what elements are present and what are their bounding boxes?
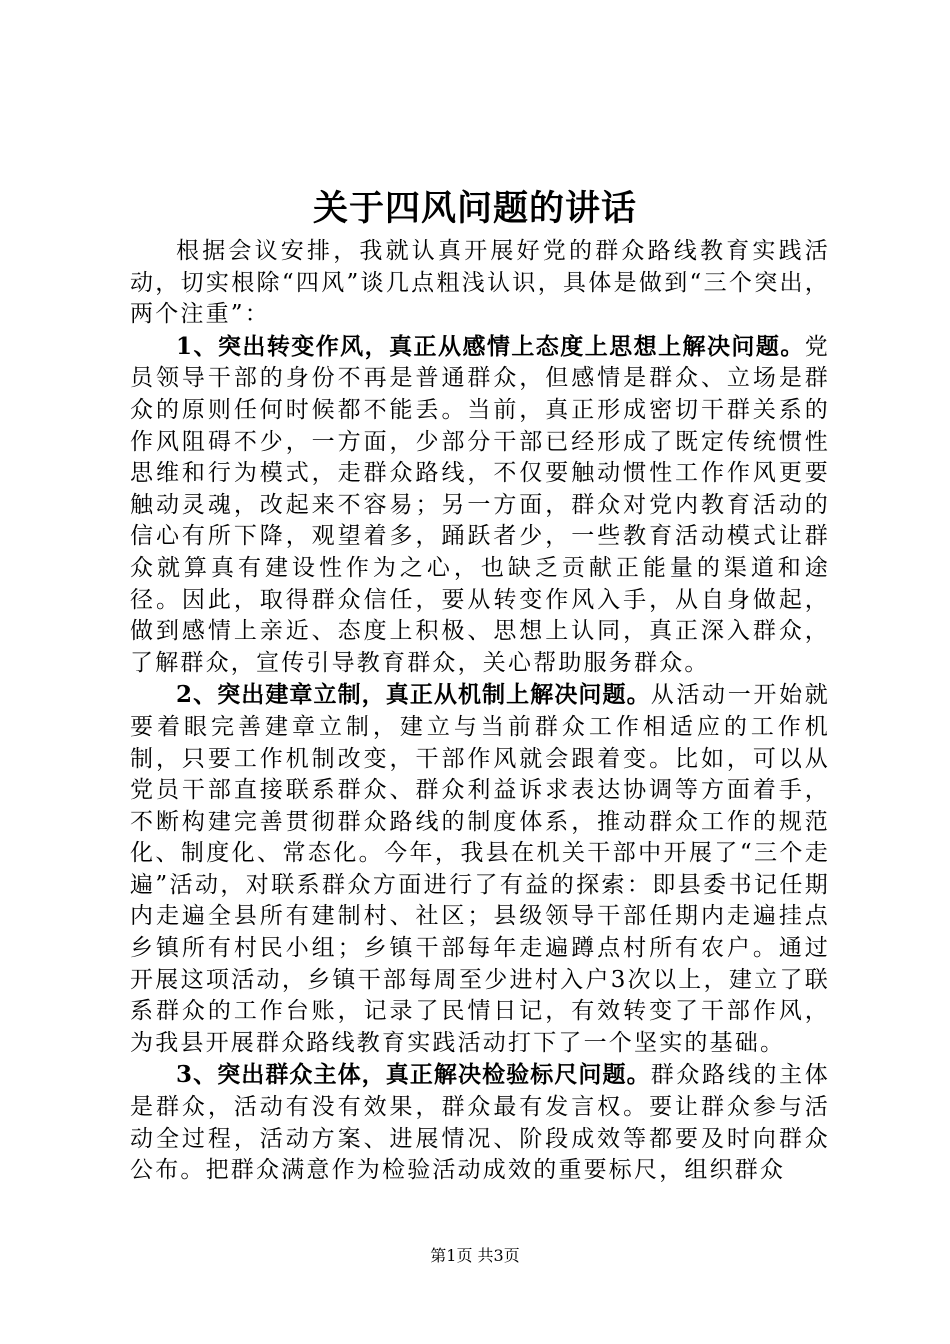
section-1-heading: 1、突出转变作风，真正从感情上态度上思想上解决问题。 bbox=[176, 332, 805, 360]
document-body bbox=[130, 236, 830, 1187]
section-3-text: 群众路线的主体是群众，活动有没有效果，群众最有发言权。要让群众参与活动全过程，活动方案、进展情况、阶段成效等都要及时向群众公布。把群众满意作为检验活动成效的重要标尺，组织群众 bbox=[130, 1062, 830, 1184]
intro-paragraph: 根据会议安排，我就认真开展好党的群众路线教育实践活动，切实根除“四风”谈几点粗浅认识，具体是做到“三个突出，两个注重”： bbox=[130, 238, 830, 328]
document-title: 关于四风问题的讲话 bbox=[312, 188, 637, 229]
section-1-paragraph bbox=[130, 331, 830, 680]
section-2-heading: 2、突出建章立制，真正从机制上解决问题。 bbox=[176, 681, 651, 709]
section-2-text: 从活动一开始就要着眼完善建章立制，建立与当前群众工作相适应的工作机制，只要工作机制改变，干部作风就会跟着变。比如，可以从党员干部直接联系群众、群众利益诉求表达协调等方面着手，不断构建完善贯彻群众路线的制度体系，推动群众工作的规范化、制度化、常态化。今年，我县在机关干部中开展了“三个走遍”活动，对联系群众方面进行了有益的探索：即县委书记任期内走遍全县所有建制村、社区；县级领导干部任期内走遍挂点乡镇所有村民小组；乡镇干部每年走遍蹲点村所有农户。通过开展这项活动，乡镇干部每周至少进村入户3次以上，建立了联系群众的工作台账，记录了民情日记，有效转变了干部作风，为我县开展群众路线教育实践活动打下了一个坚实的基础。 bbox=[130, 682, 830, 1056]
section-3-paragraph bbox=[130, 1059, 830, 1186]
section-2-paragraph bbox=[130, 679, 830, 1059]
page-footer: 第1页 共3页 bbox=[430, 1246, 520, 1265]
section-3-heading: 3、突出群众主体，真正解决检验标尺问题。 bbox=[176, 1061, 651, 1089]
section-1-text: 党员领导干部的身份不再是普通群众，但感情是群众、立场是群众的原则任何时候都不能丢。当前，真正形成密切干群关系的作风阻碍不少，一方面，少部分干部已经形成了既定传统惯性思维和行为模式，走群众路线，不仅要触动惯性工作作风更要触动灵魂，改起来不容易；另一方面，群众对党内教育活动的信心有所下降，观望着多，踊跃者少，一些教育活动模式让群众就算真有建设性作为之心，也缺乏贡献正能量的渠道和途径。因此，取得群众信任，要从转变作风入手，从自身做起，做到感情上亲近、态度上积极、思想上认同，真正深入群众，了解群众，宣传引导教育群众，关心帮助服务群众。 bbox=[130, 333, 830, 676]
